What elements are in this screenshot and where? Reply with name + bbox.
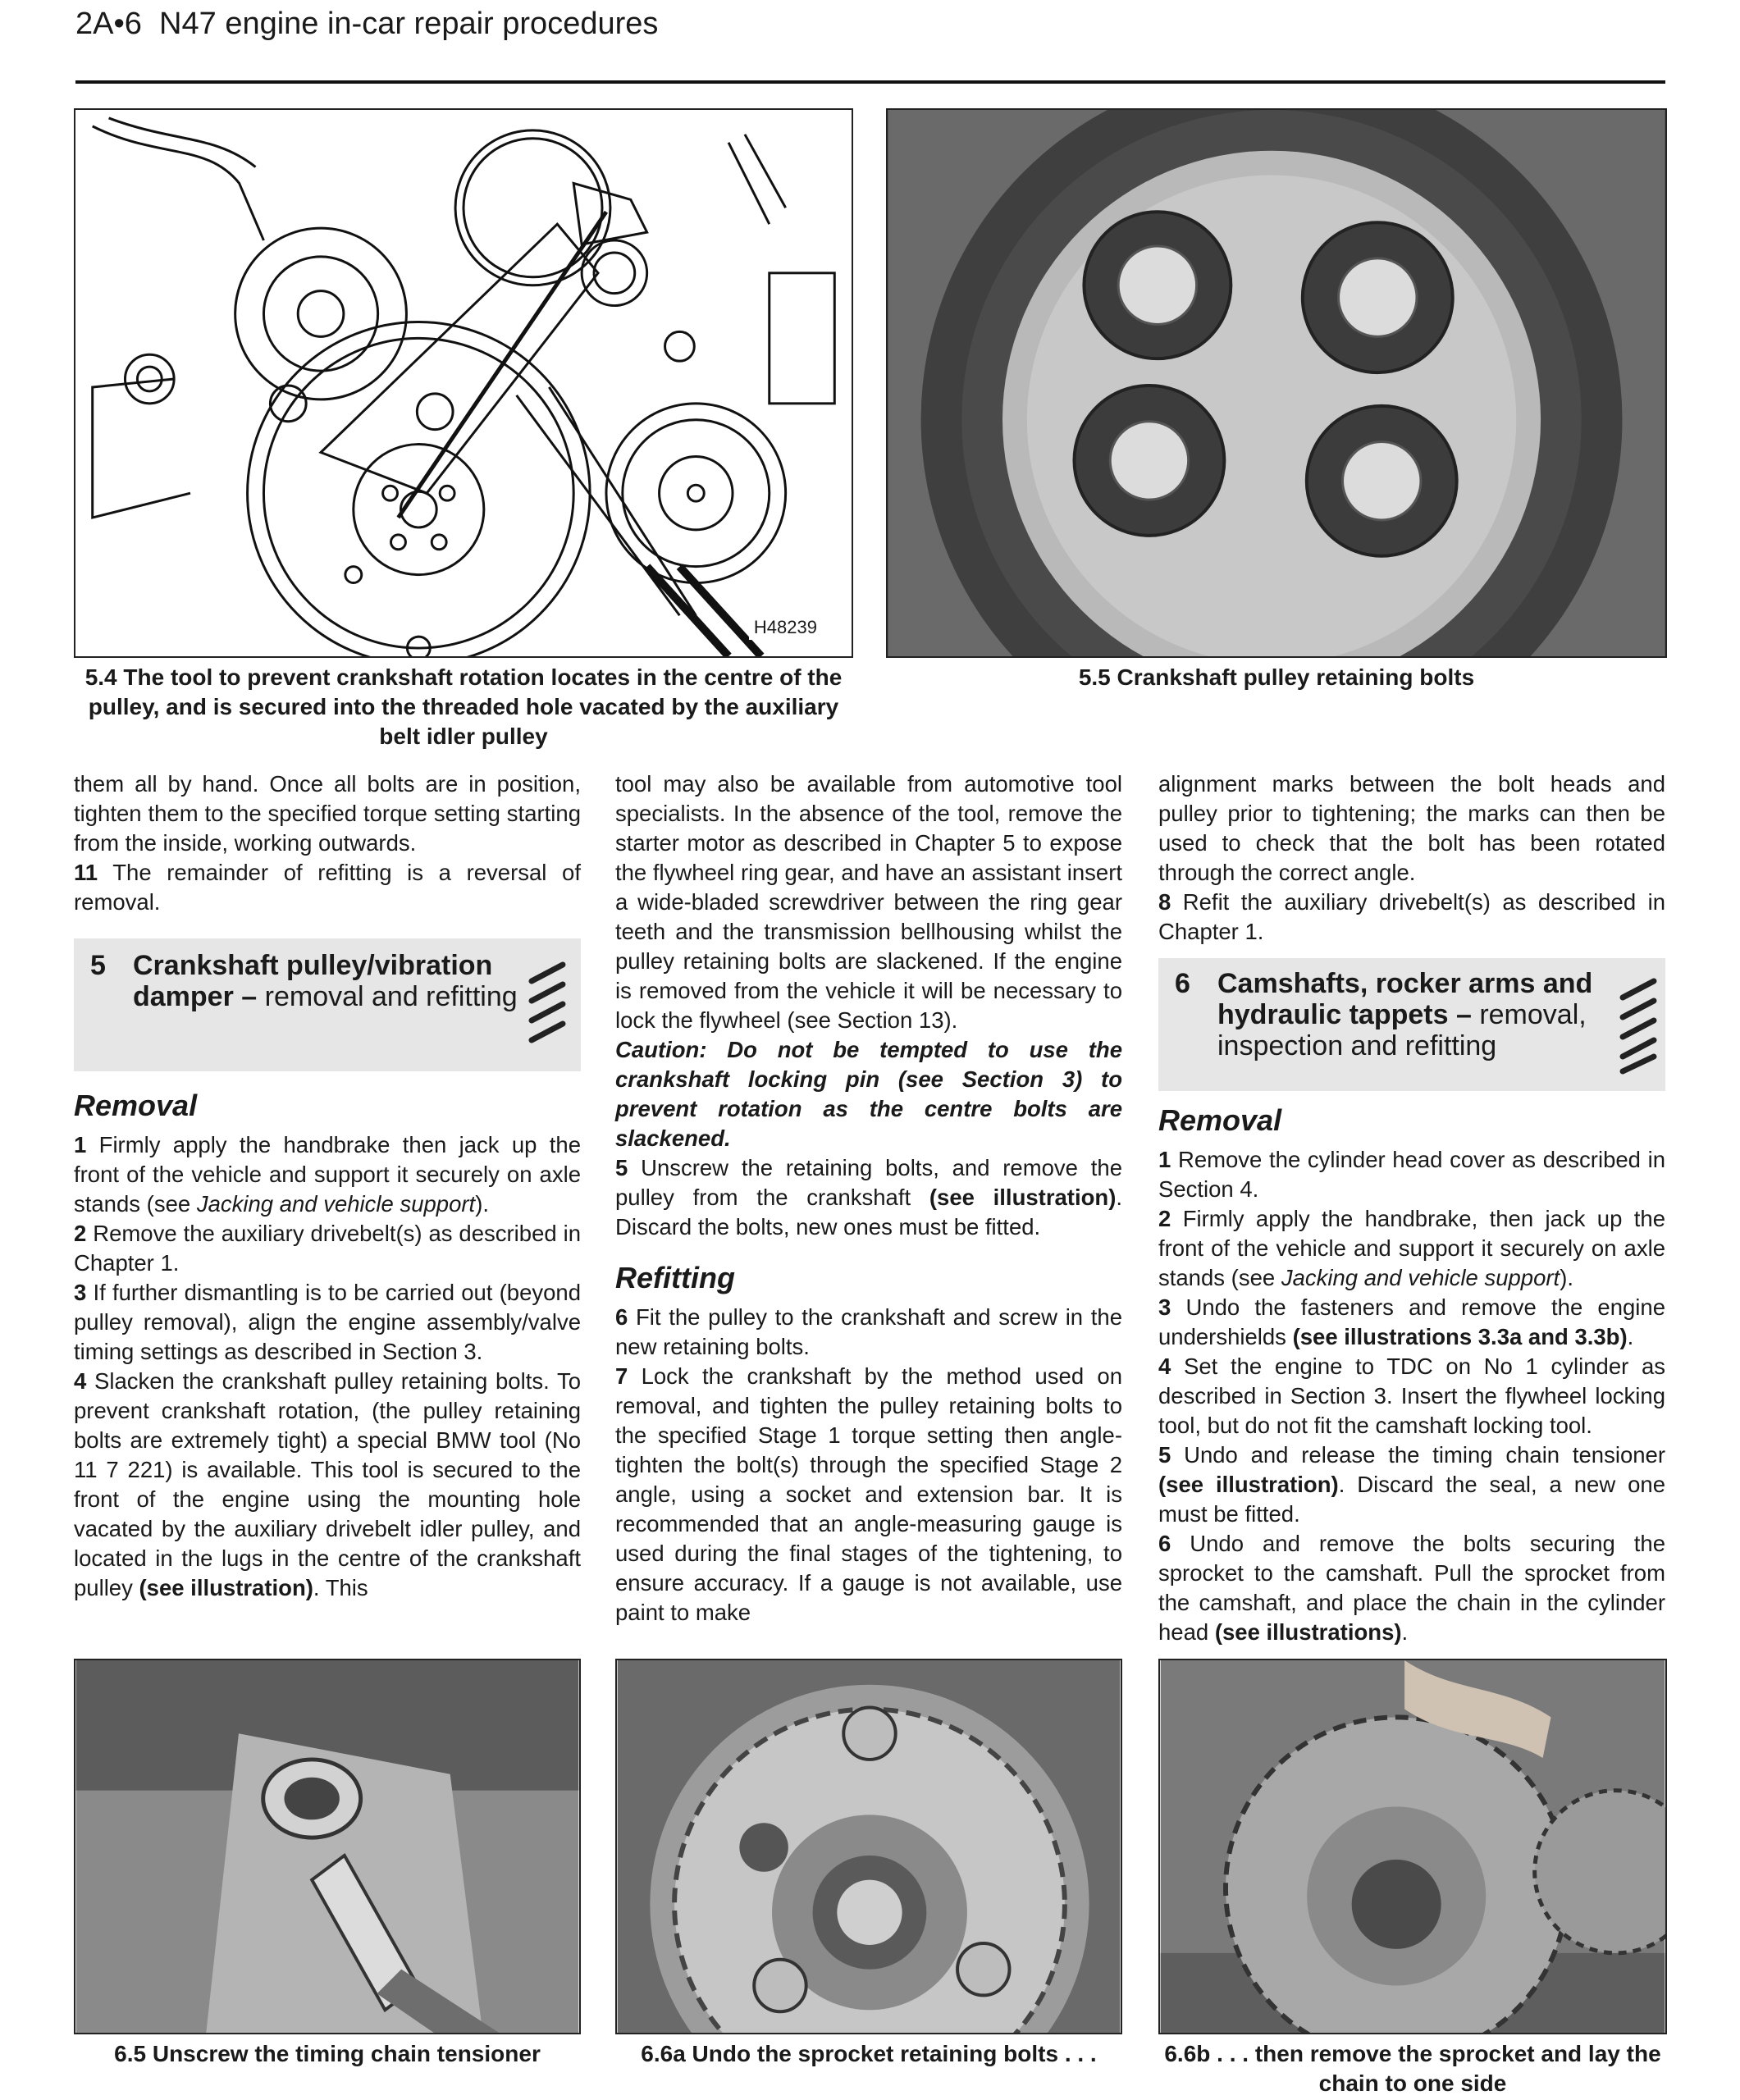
- step-2: 2 Remove the auxiliary drivebelt(s) as described in Chapter 1.: [74, 1221, 581, 1276]
- section-title: Camshafts, rocker arms and hydraulic tappets – removal, inspection and refitting: [1217, 968, 1593, 1061]
- step-6: 6 Undo and remove the bolts securing the sprocket to the camshaft. Pull the sprocket from the camshaft, and place the chain in the cylinder head (see illustrations).: [1158, 1531, 1665, 1645]
- page-number: 2A•6: [75, 7, 142, 41]
- figure-5-4-drawing: [74, 108, 853, 658]
- section-5-heading-box: [74, 938, 581, 1071]
- step-7: 7 Lock the crankshaft by the method used on removal, and tighten the pulley retaining bolts to the specified Stage 1 torque setting then angle-tighten the bolt(s) through the specified Stage 2 angle, using a socket and extension bar. It is recommended that an angle-measuring gauge is used during the final stages of the tightening, to ensure accuracy. If a gauge is not available, use paint to make: [615, 1363, 1123, 1625]
- step-6: 6 Fit the pulley to the crankshaft and screw in the new retaining bolts.: [615, 1304, 1122, 1359]
- section-number: 5: [90, 950, 106, 981]
- caution-note: Caution: Do not be tempted to use the crankshaft locking pin (see Section 3) to prevent rotation as the centre bolts are slackened.: [615, 1037, 1122, 1151]
- refitting-heading: Refitting: [615, 1261, 735, 1294]
- step-5: 5 Unscrew the retaining bolts, and remove the pulley from the crankshaft (see illustration). Discard the bolts, new ones must be fitted.: [615, 1155, 1123, 1239]
- caption-6-6a: 6.6a Undo the sprocket retaining bolts . . .: [641, 2041, 1097, 2066]
- text-column-2: [615, 769, 1122, 1628]
- removal-heading: Removal: [74, 1089, 198, 1122]
- paragraph-continued: tool may also be available from automotive tool specialists. In the absence of the tool, remove the starter motor as described in Chapter 5 to expose the flywheel ring gear, and have an assistant insert a wide-bladed screwdriver between the ring gear teeth and the transmission bellhousing whilst the pulley retaining bolts are slackened. If the engine is removed from the vehicle it will be necessary to lock the flywheel (see Section 13).: [615, 771, 1122, 1033]
- caption-6-6b: 6.6b . . . then remove the sprocket and lay the chain to one side: [1164, 2041, 1661, 2096]
- caption-5-4: 5.4 The tool to prevent crankshaft rotation locates in the centre of the pulley, and is secured into the threaded hole vacated by the auxiliary belt idler pulley: [84, 664, 843, 749]
- sprocket-removal-photo: [1160, 1660, 1665, 2033]
- text-column-1-removal: [74, 1089, 581, 1603]
- section-title: Crankshaft pulley/vibration damper – removal and refitting: [133, 950, 518, 1012]
- figure-reference: H48239: [749, 615, 822, 640]
- chapter-title: N47 engine in-car repair procedures: [159, 7, 659, 41]
- difficulty-wrench-icon: [527, 956, 571, 1053]
- text-column-3-removal: [1158, 1104, 1665, 1647]
- crankshaft-tool-illustration: [75, 110, 852, 656]
- paragraph-11: 11 The remainder of refitting is a reversal of removal.: [74, 860, 581, 915]
- camshaft-sprocket-photo: [617, 1660, 1121, 2033]
- removal-heading: Removal: [1158, 1103, 1282, 1137]
- step-3: 3 If further dismantling is to be carried out (beyond pulley removal), align the engine assembly/valve timing settings as described in Section 3.: [74, 1280, 582, 1364]
- section-6-heading-box: [1158, 958, 1665, 1091]
- text-column-3: [1158, 769, 1665, 947]
- step-4: 4 Slacken the crankshaft pulley retaining bolts. To prevent crankshaft rotation, (the pulley retaining bolts are extremely tight) a special BMW tool (No 11 7 221) is available. This tool is secured to the front of the engine using the mounting hole vacated by the auxiliary drivebelt idler pulley, and located in the lugs in the centre of the crankshaft pulley (see illustration). This: [74, 1368, 582, 1600]
- caption-6-5: 6.5 Unscrew the timing chain tensioner: [114, 2041, 541, 2066]
- paragraph-continued: them all by hand. Once all bolts are in position, tighten them to the specified torque setting starting from the inside, working outwards.: [74, 771, 581, 856]
- caption-5-5: 5.5 Crankshaft pulley retaining bolts: [1078, 664, 1475, 690]
- timing-chain-tensioner-photo: [75, 1660, 579, 2033]
- step-4: 4 Set the engine to TDC on No 1 cylinder as described in Section 3. Insert the flywheel locking tool, but do not fit the camshaft locking tool.: [1158, 1354, 1665, 1438]
- figure-6-6a-photo: [615, 1659, 1122, 2034]
- step-1: 1 Firmly apply the handbrake then jack up the front of the vehicle and support it securely on axle stands (see Jacking and vehicle support).: [74, 1132, 582, 1217]
- page-header: [75, 7, 658, 42]
- header-rule: [75, 80, 1665, 84]
- step-8: 8 Refit the auxiliary drivebelt(s) as described in Chapter 1.: [1158, 889, 1665, 944]
- text-column-1: [74, 769, 581, 917]
- figure-6-5-photo: [74, 1659, 581, 2034]
- step-5: 5 Undo and release the timing chain tensioner (see illustration). Discard the seal, a new one must be fitted.: [1158, 1442, 1666, 1527]
- step-2: 2 Firmly apply the handbrake, then jack up the front of the vehicle and support it securely on axle stands (see Jacking and vehicle support).: [1158, 1206, 1666, 1290]
- figure-6-6b-photo: [1158, 1659, 1667, 2034]
- section-number: 6: [1175, 968, 1190, 999]
- crankshaft-pulley-bolts-photo: [888, 110, 1665, 656]
- difficulty-wrench-icon: [1618, 975, 1662, 1076]
- step-3: 3 Undo the fasteners and remove the engine undershields (see illustrations 3.3a and 3.3b).: [1158, 1294, 1666, 1349]
- paragraph-continued: alignment marks between the bolt heads and pulley prior to tightening; the marks can then be used to check that the bolt has been rotated through the correct angle.: [1158, 771, 1665, 885]
- figure-5-5-photo: [886, 108, 1667, 658]
- step-1: 1 Remove the cylinder head cover as described in Section 4.: [1158, 1147, 1666, 1202]
